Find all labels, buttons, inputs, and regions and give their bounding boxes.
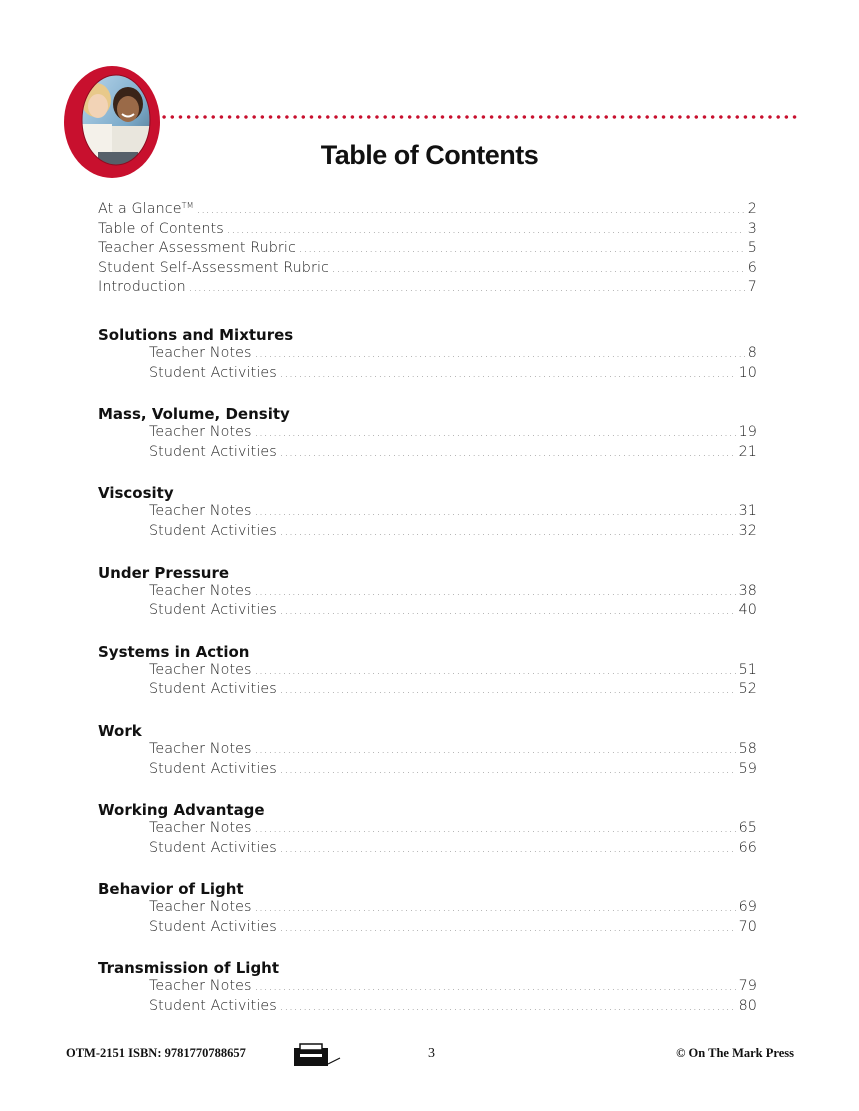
dot-leader [255,505,736,518]
section-entry-label [149,602,277,618]
dot-leader [189,281,745,294]
toc-section [98,879,757,938]
dot-leader [280,367,736,380]
dot-leader [280,921,736,934]
entry-title: Table of Contents [98,220,224,237]
entry-title: Student Activities [149,839,277,856]
dot-leader [255,743,736,756]
entry-title: Student Activities [149,364,277,381]
front-matter-entry-label [98,221,224,237]
entry-title: Student Activities [149,443,277,460]
entry-title: Teacher Assessment Rubric [98,240,296,257]
toc-entry [98,998,757,1018]
entry-title: Teacher Notes [149,899,252,916]
entry-title: Teacher Notes [149,661,252,678]
section-entry-label [149,444,277,460]
footer-isbn: OTM-2151 ISBN: 9781770788657 [66,1046,246,1060]
section-entry-label [149,820,252,836]
toc-entry [98,201,757,221]
section-entry-page-number: 32 [738,522,757,539]
section-entry-label [149,919,277,935]
entry-title: Student Self-Assessment Rubric [98,259,329,276]
dot-leader [255,822,736,835]
page-title: Table of Contents [320,140,539,170]
section-entry-page-number: 70 [738,918,757,935]
dot-leader [280,525,736,538]
toc-entry [98,978,757,998]
toc-entry [98,820,757,840]
section-entry-label [149,503,252,519]
entry-title: At a Glance [98,201,182,217]
section-entry-label [149,840,277,856]
dot-leader [280,763,736,776]
entry-title: Teacher Notes [149,503,252,520]
section-heading: Solutions and Mixtures [98,325,294,344]
toc-entry [98,681,757,701]
section-entry-page-number: 40 [738,602,757,619]
section-heading: Work [98,721,142,740]
toc-entry [98,503,757,523]
front-matter-entry-label [98,260,329,276]
toc-entry [98,221,757,241]
dot-leader [255,980,736,993]
entry-title: Teacher Notes [149,740,252,757]
section-heading: Behavior of Light [98,880,244,899]
table-of-contents [98,201,757,1018]
toc-entry [98,583,757,603]
front-matter-entry-page-number: 3 [747,220,757,237]
front-matter-entry-page-number: 7 [747,279,757,296]
toc-section [98,800,757,859]
toc-section [98,721,757,780]
footer-page-number: 3 [428,1046,435,1061]
section-entry-page-number: 65 [738,820,757,837]
dot-leader [255,426,736,439]
dot-leader [280,683,736,696]
section-entry-page-number: 51 [738,661,757,678]
entry-title: Teacher Notes [149,582,252,599]
toc-entry [98,741,757,761]
section-entry-page-number: 8 [747,344,757,361]
section-entry-label [149,978,252,994]
dot-leader [332,262,745,275]
entry-title: Teacher Notes [149,820,252,837]
dot-leader [197,203,745,216]
toc-entry [98,365,757,385]
dot-leader [280,446,736,459]
dot-leader [299,242,745,255]
section-entry-label [149,424,252,440]
printer-icon [292,1042,344,1068]
front-matter-list [98,201,757,299]
front-matter-entry-page-number: 2 [747,201,757,217]
section-entry-page-number: 59 [738,760,757,777]
dotted-divider [160,114,800,120]
page-footer [66,1046,794,1066]
entry-title: Student Activities [149,522,277,539]
toc-entry [98,444,757,464]
section-entry-page-number: 21 [738,443,757,460]
toc-entry [98,240,757,260]
front-matter-entry-page-number: 5 [747,240,757,257]
toc-entry [98,761,757,781]
toc-entry [98,260,757,280]
section-entry-label [149,899,252,915]
entry-title: Student Activities [149,998,277,1015]
toc-entry [98,919,757,939]
toc-section [98,483,757,542]
front-matter-entry-label [98,240,296,256]
front-matter-entry-label [98,201,194,217]
toc-entry [98,424,757,444]
section-entry-page-number: 58 [738,740,757,757]
toc-entry [98,662,757,682]
toc-entry [98,345,757,365]
section-entry-page-number: 52 [738,681,757,698]
entry-title: Teacher Notes [149,344,252,361]
section-heading: Working Advantage [98,801,265,820]
section-entry-label [149,365,277,381]
toc-section [98,642,757,701]
entry-title: Teacher Notes [149,424,252,441]
section-entry-page-number: 38 [738,582,757,599]
toc-entry [98,523,757,543]
section-entry-label [149,662,252,678]
section-entry-label [149,345,252,361]
section-entry-page-number: 80 [738,998,757,1015]
toc-section [98,958,757,1017]
dot-leader [255,347,745,360]
toc-section [98,563,757,622]
toc-entry [98,279,757,299]
footer-copyright: © On The Mark Press [676,1046,794,1060]
entry-title: Teacher Notes [149,978,252,995]
sections-list [98,325,757,1018]
section-entry-label [149,681,277,697]
dot-leader [280,604,736,617]
section-heading: Under Pressure [98,563,230,582]
section-entry-label [149,741,252,757]
dot-leader [280,1000,736,1013]
section-entry-page-number: 66 [738,839,757,856]
section-entry-label [149,761,277,777]
section-entry-page-number: 19 [738,424,757,441]
section-entry-label [149,523,277,539]
section-entry-page-number: 79 [738,978,757,995]
toc-entry [98,899,757,919]
entry-title: Student Activities [149,681,277,698]
toc-section [98,325,757,384]
toc-section [98,404,757,463]
dot-leader [280,842,736,855]
section-entry-label [149,583,252,599]
section-entry-label [149,998,277,1014]
entry-title: Student Activities [149,602,277,619]
section-heading: Systems in Action [98,642,250,661]
entry-title: Student Activities [149,918,277,935]
front-matter-entry-label [98,279,186,295]
section-heading: Viscosity [98,484,174,503]
dot-leader [255,664,736,677]
front-matter-entry-page-number: 6 [747,259,757,276]
section-entry-page-number: 10 [738,364,757,381]
dot-leader [255,901,736,914]
entry-title: Student Activities [149,760,277,777]
toc-entry [98,840,757,860]
section-heading: Transmission of Light [98,959,280,978]
dot-leader [255,585,736,598]
section-entry-page-number: 31 [738,503,757,520]
toc-entry [98,602,757,622]
entry-title: Introduction [98,279,186,296]
section-heading: Mass, Volume, Density [98,405,290,424]
section-entry-page-number: 69 [738,899,757,916]
dot-leader [227,223,745,236]
trademark-mark: TM [181,201,194,210]
